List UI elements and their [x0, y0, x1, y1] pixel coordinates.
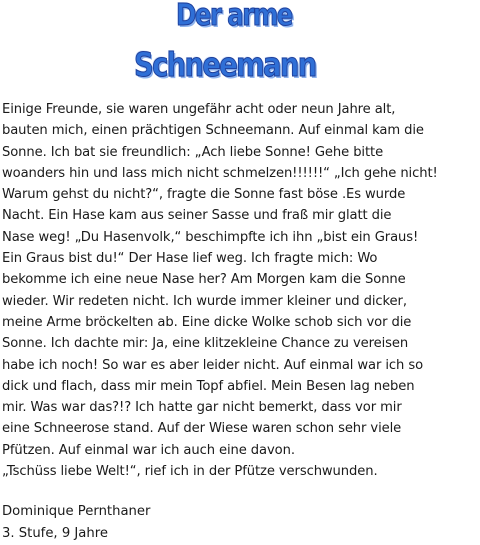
page-title-line-2: Schneemann: [134, 45, 316, 84]
story-line: Nacht. Ein Hase kam aus seiner Sasse und fraß mir glatt die: [2, 208, 392, 224]
title-block: [0, 0, 480, 96]
story-line: habe ich noch! So war es aber leider nicht. Auf einmal war ich so: [2, 357, 424, 373]
story-line: bekomme ich eine neue Nase her? Am Morgen kam die Sonne: [2, 272, 406, 288]
author-grade: 3. Stufe, 9 Jahre: [2, 525, 108, 541]
story-line: Warum gehst du nicht?“, fragte die Sonne fast böse .Es wurde: [2, 187, 406, 203]
signature: [2, 501, 150, 544]
story-line: Sonne. Ich bat sie freundlich: „Ach liebe Sonne! Gehe bitte: [2, 144, 384, 160]
story-line: Einige Freunde, sie waren ungefähr acht oder neun Jahre alt,: [2, 102, 396, 117]
story-line: Nase weg! „Du Hasenvolk,“ beschimpfte ich ihn „bist ein Graus!: [2, 229, 419, 245]
author-name: Dominique Pernthaner: [2, 504, 151, 519]
story-line: dick und flach, dass mir mein Topf abfiel. Mein Besen lag neben: [2, 378, 415, 394]
story-line: Ein Graus bist du!“ Der Hase lief weg. Ich fragte mich: Wo: [2, 251, 378, 267]
story-line: wieder. Wir redeten nicht. Ich wurde immer kleiner und dicker,: [2, 293, 407, 309]
story-line: woanders hin und lass mich nicht schmelzen!!!!!!“ „Ich gehe nicht!: [2, 165, 438, 181]
story-text: [2, 99, 478, 482]
page-title-line-1: Der arme: [176, 0, 292, 33]
story-line: Sonne. Ich dachte mir: Ja, eine klitzekleine Chance zu vereisen: [2, 336, 409, 352]
story-line: „Tschüss liebe Welt!“, rief ich in der Pfütze verschwunden.: [2, 464, 378, 480]
story-line: Pfützen. Auf einmal war ich auch eine davon.: [2, 442, 295, 458]
story-line: meine Arme bröckelten ab. Eine dicke Wolke schob sich vor die: [2, 314, 412, 330]
story-line: bauten mich, einen prächtigen Schneemann. Auf einmal kam die: [2, 123, 424, 139]
story-line: eine Schneerose stand. Auf der Wiese waren schon sehr viele: [2, 421, 402, 437]
story-line: mir. Was war das?!? Ich hatte gar nicht bemerkt, dass vor mir: [2, 400, 402, 416]
